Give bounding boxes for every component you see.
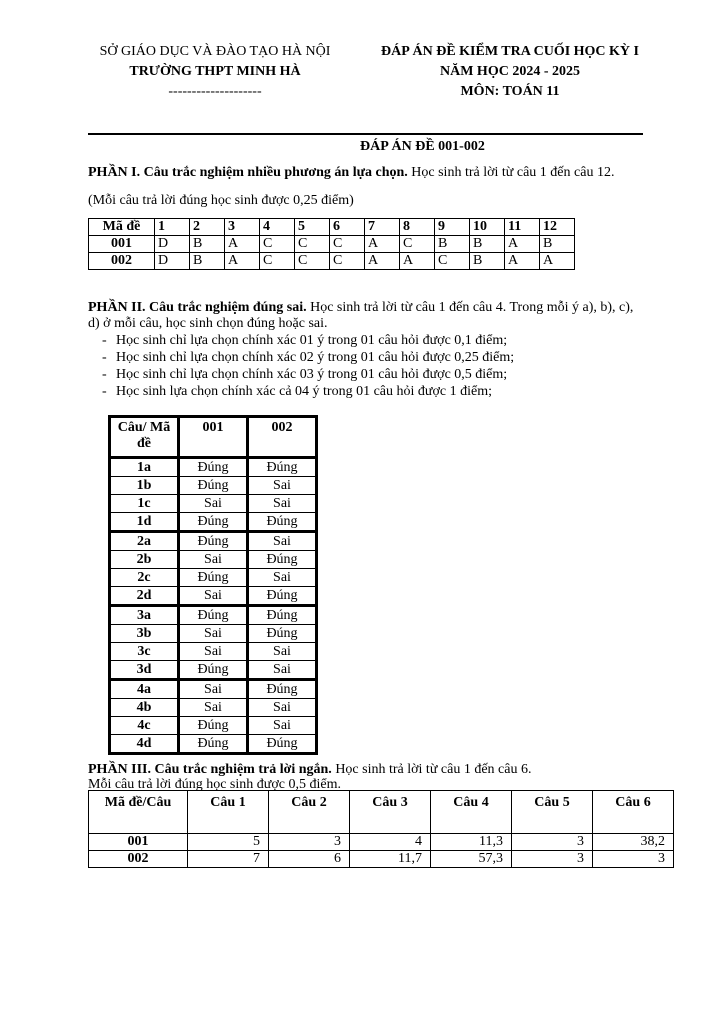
answer-cell: C	[435, 253, 470, 270]
scoring-rule: - Học sinh chỉ lựa chọn chính xác 02 ý trong 01 câu hỏi được 0,25 điểm;	[88, 349, 514, 366]
part2-scoring-rules	[88, 332, 514, 400]
answer-cell: Sai	[248, 661, 317, 680]
part2-title: PHẦN II. Câu trắc nghiệm đúng sai.	[88, 300, 307, 315]
header-cell: 12	[540, 219, 575, 236]
part1-note: (Mỗi câu trả lời đúng học sinh được 0,25 điểm)	[88, 193, 354, 208]
answer-cell: Đúng	[179, 661, 248, 680]
answer-cell: 3	[593, 851, 674, 868]
answer-cell: Sai	[179, 680, 248, 699]
table-row	[110, 661, 317, 680]
table-header-row	[89, 219, 575, 236]
answer-cell: 3	[269, 834, 350, 851]
answer-title: ĐÁP ÁN ĐỀ 001-002	[360, 139, 485, 154]
answer-cell: Sai	[248, 495, 317, 513]
answer-cell: C	[295, 253, 330, 270]
answer-cell: Đúng	[248, 680, 317, 699]
answer-cell: Sai	[248, 477, 317, 495]
header-cell: Câu 6	[593, 791, 674, 834]
question-cell: 2a	[110, 532, 179, 551]
answer-cell: Sai	[179, 625, 248, 643]
question-cell: 1c	[110, 495, 179, 513]
table-row	[89, 834, 674, 851]
answer-cell: A	[540, 253, 575, 270]
table-row	[110, 625, 317, 643]
answer-cell: Sai	[179, 551, 248, 569]
question-cell: 3a	[110, 606, 179, 625]
answer-cell: C	[260, 253, 295, 270]
scoring-rule: - Học sinh lựa chọn chính xác cả 04 ý trong 01 câu hỏi được 1 điểm;	[88, 383, 514, 400]
part1-title: PHẦN I. Câu trắc nghiệm nhiều phương án lựa chọn.	[88, 165, 408, 180]
header-cell: 4	[260, 219, 295, 236]
school-year: NĂM HỌC 2024 - 2025	[440, 64, 580, 79]
table-row	[110, 717, 317, 735]
question-cell: 2b	[110, 551, 179, 569]
horizontal-rule	[88, 133, 643, 135]
header-cell: 001	[179, 417, 248, 458]
question-cell: 4a	[110, 680, 179, 699]
answer-cell: 6	[269, 851, 350, 868]
answer-cell: 3	[512, 834, 593, 851]
answer-cell: Đúng	[248, 513, 317, 532]
answer-cell: Đúng	[248, 625, 317, 643]
answer-cell: 38,2	[593, 834, 674, 851]
exam-code-cell: 001	[89, 834, 188, 851]
table-row	[89, 253, 575, 270]
answer-cell: B	[470, 236, 505, 253]
question-cell: 3b	[110, 625, 179, 643]
question-cell: 1b	[110, 477, 179, 495]
question-cell: 2d	[110, 587, 179, 606]
answer-cell: Đúng	[179, 477, 248, 495]
header-cell: 5	[295, 219, 330, 236]
part3-title: PHẦN III. Câu trắc nghiệm trả lời ngắn.	[88, 762, 332, 777]
answer-cell: Sai	[179, 495, 248, 513]
answer-cell: C	[400, 236, 435, 253]
answer-cell: Sai	[248, 569, 317, 587]
answer-cell: A	[225, 253, 260, 270]
part1-desc: Học sinh trả lời từ câu 1 đến câu 12.	[407, 165, 615, 180]
header-cell: 9	[435, 219, 470, 236]
question-cell: 4c	[110, 717, 179, 735]
answer-cell: B	[190, 253, 225, 270]
exam-code-cell: 001	[89, 236, 155, 253]
answer-cell: 4	[350, 834, 431, 851]
answer-cell: B	[190, 236, 225, 253]
answer-cell: Đúng	[248, 551, 317, 569]
answer-cell: C	[295, 236, 330, 253]
answer-cell: A	[225, 236, 260, 253]
header-cell: 6	[330, 219, 365, 236]
answer-cell: Đúng	[179, 717, 248, 735]
answer-cell: Đúng	[248, 735, 317, 754]
table-row	[110, 735, 317, 754]
part2-desc-line2: d) ở mỗi câu, học sinh chọn đúng hoặc sai.	[88, 316, 328, 331]
header-cell: 10	[470, 219, 505, 236]
table-row	[110, 680, 317, 699]
answer-cell: 7	[188, 851, 269, 868]
header-divider: --------------------	[168, 84, 262, 99]
answer-cell: Sai	[179, 699, 248, 717]
answer-cell: C	[330, 253, 365, 270]
header-cell: Câu 3	[350, 791, 431, 834]
header-cell: Mã đề	[89, 219, 155, 236]
table-row	[110, 532, 317, 551]
table-header-row	[89, 791, 674, 834]
header-cell: Câu 2	[269, 791, 350, 834]
answer-cell: Đúng	[179, 532, 248, 551]
subject: MÔN: TOÁN 11	[460, 84, 560, 99]
answer-cell: 3	[512, 851, 593, 868]
table-row	[110, 606, 317, 625]
table-row	[110, 643, 317, 661]
header-cell: 002	[248, 417, 317, 458]
header-right	[360, 42, 660, 102]
part3-answer-table	[88, 790, 674, 868]
answer-cell: Đúng	[179, 569, 248, 587]
scoring-rule: - Học sinh chỉ lựa chọn chính xác 03 ý trong 01 câu hỏi được 0,5 điểm;	[88, 366, 514, 383]
part1-answer-table	[88, 218, 575, 270]
answer-cell: A	[400, 253, 435, 270]
scoring-rule: - Học sinh chỉ lựa chọn chính xác 01 ý trong 01 câu hỏi được 0,1 điểm;	[88, 332, 514, 349]
header-cell: Câu 1	[188, 791, 269, 834]
exam-code-cell: 002	[89, 851, 188, 868]
exam-code-cell: 002	[89, 253, 155, 270]
answer-cell: Sai	[248, 699, 317, 717]
answer-cell: 11,3	[431, 834, 512, 851]
answer-cell: Đúng	[248, 458, 317, 477]
answer-cell: Sai	[179, 643, 248, 661]
answer-cell: Sai	[248, 717, 317, 735]
answer-cell: A	[505, 253, 540, 270]
table-row	[110, 551, 317, 569]
answer-cell: Sai	[179, 587, 248, 606]
header-cell: 3	[225, 219, 260, 236]
exam-title: ĐÁP ÁN ĐỀ KIỂM TRA CUỐI HỌC KỲ I	[381, 44, 639, 59]
table-row	[110, 699, 317, 717]
answer-cell: Đúng	[179, 513, 248, 532]
part2-answer-table	[108, 415, 318, 755]
question-cell: 4d	[110, 735, 179, 754]
question-cell: 4b	[110, 699, 179, 717]
answer-cell: Sai	[248, 643, 317, 661]
header-cell: Câu 4	[431, 791, 512, 834]
answer-cell: B	[540, 236, 575, 253]
header-left	[80, 42, 350, 102]
header-cell: 11	[505, 219, 540, 236]
table-row	[110, 513, 317, 532]
department-name: SỞ GIÁO DỤC VÀ ĐÀO TẠO HÀ NỘI	[99, 44, 331, 59]
part2-heading	[88, 299, 648, 317]
answer-cell: Sai	[248, 532, 317, 551]
answer-cell: B	[470, 253, 505, 270]
header-cell: Câu/ Mã đề	[110, 417, 179, 458]
answer-cell: B	[435, 236, 470, 253]
table-header-row	[110, 417, 317, 458]
question-cell: 3c	[110, 643, 179, 661]
question-cell: 1a	[110, 458, 179, 477]
header-cell: 1	[155, 219, 190, 236]
part3-note: Mỗi câu trả lời đúng học sinh được 0,5 điểm.	[88, 777, 341, 792]
answer-cell: 57,3	[431, 851, 512, 868]
table-row	[110, 477, 317, 495]
answer-cell: 5	[188, 834, 269, 851]
answer-cell: A	[365, 236, 400, 253]
question-cell: 2c	[110, 569, 179, 587]
table-row	[89, 236, 575, 253]
answer-cell: 11,7	[350, 851, 431, 868]
answer-cell: Đúng	[248, 587, 317, 606]
table-row	[110, 495, 317, 513]
answer-cell: A	[365, 253, 400, 270]
header-cell: Mã đề/Câu	[89, 791, 188, 834]
answer-cell: D	[155, 236, 190, 253]
answer-cell: D	[155, 253, 190, 270]
school-name: TRƯỜNG THPT MINH HÀ	[129, 64, 301, 79]
table-row	[110, 587, 317, 606]
header-cell: 8	[400, 219, 435, 236]
answer-cell: C	[330, 236, 365, 253]
answer-cell: Đúng	[179, 735, 248, 754]
answer-cell: Đúng	[179, 458, 248, 477]
answer-cell: Đúng	[179, 606, 248, 625]
part1-heading	[88, 164, 648, 182]
part2-desc-line1: Học sinh trả lời từ câu 1 đến câu 4. Trong mỗi ý a), b), c),	[306, 300, 634, 315]
answer-cell: Đúng	[248, 606, 317, 625]
answer-cell: A	[505, 236, 540, 253]
question-cell: 1d	[110, 513, 179, 532]
question-cell: 3d	[110, 661, 179, 680]
table-row	[110, 569, 317, 587]
header-cell: 2	[190, 219, 225, 236]
table-row	[110, 458, 317, 477]
header-cell: Câu 5	[512, 791, 593, 834]
table-row	[89, 851, 674, 868]
header-cell: 7	[365, 219, 400, 236]
part3-desc: Học sinh trả lời từ câu 1 đến câu 6.	[331, 762, 532, 777]
answer-cell: C	[260, 236, 295, 253]
